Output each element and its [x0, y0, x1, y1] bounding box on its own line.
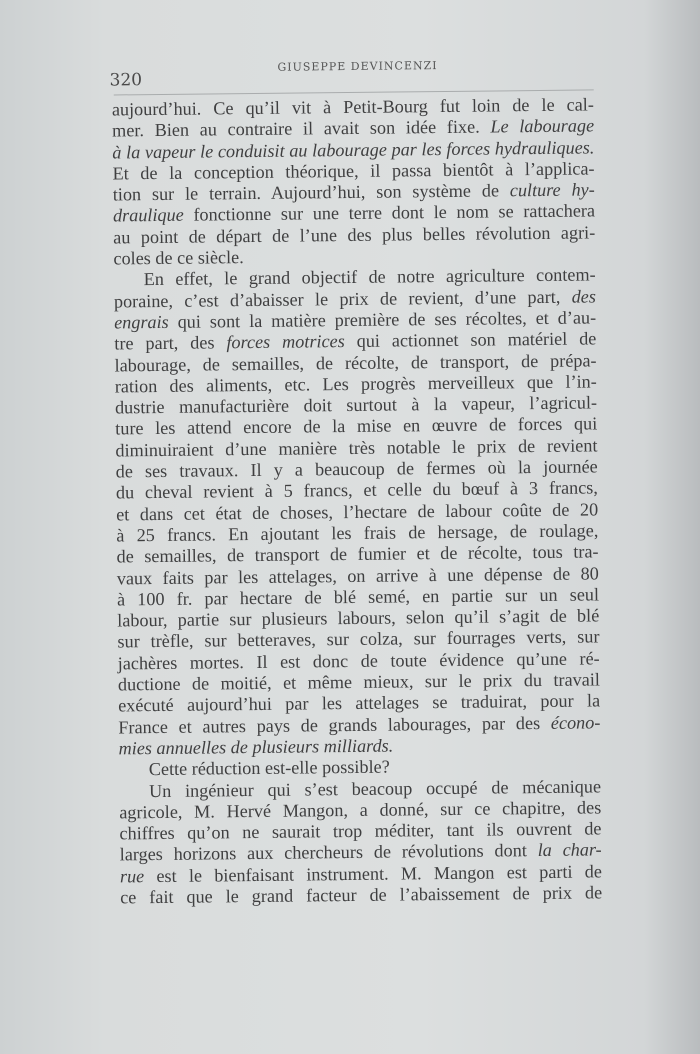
text-segment: de ses travaux. Il y a beaucoup de fermes où la journée	[115, 456, 598, 482]
text-segment: du cheval revient à 5 francs, et celle du bœuf à 3 francs,	[115, 477, 598, 503]
text-segment: de semailles, de transport de fumier et de récolte, tous tra-	[116, 541, 599, 567]
text-segment: Et de la conception théorique, il passa bientôt à l’applica-	[112, 158, 595, 184]
text-segment: sur trèfle, sur betteraves, sur colza, sur fourrages verts, sur	[117, 626, 600, 652]
text-segment: diminuiraient d’une manière très notable le prix de revient	[115, 435, 598, 461]
italic-text: culture hy-	[509, 179, 595, 201]
text-segment: En effet, le grand objectif de notre agriculture contem-	[143, 264, 596, 290]
italic-text: draulique	[112, 205, 184, 226]
text-segment: qui sont la matière première de ses récoltes, et d’au-	[168, 307, 597, 332]
text-segment: ductione de moitié, et même mieux, sur le prix du travail	[117, 669, 600, 695]
text-segment: fonctionne sur une terre dont le nom se rattachera	[183, 200, 596, 226]
text-segment: ration des aliments, etc. Les progrès merveilleux que l’in-	[114, 371, 597, 397]
italic-text: à la vapeur le conduisit au labourage par les forces hydrauliques.	[112, 137, 595, 163]
text-segment: à 100 fr. par hectare de blé semé, en partie sur un seul	[116, 584, 600, 610]
text-segment: dustrie manufacturière doit surtout à la vapeur, l’agricul-	[114, 392, 598, 418]
text-segment: Cette réduction est-elle possible?	[148, 756, 390, 780]
text-segment: et dans cet état de choses, l’hectare de labour coûte de 20	[116, 499, 599, 525]
italic-text: mies annuelles de plusieurs milliards.	[118, 735, 394, 759]
running-title: GIUSEPPE DEVINCENZI	[277, 59, 438, 74]
text-segment: labour, partie sur plusieurs labours, selon qu’il s’agit de blé	[117, 605, 600, 631]
text-line	[120, 882, 602, 908]
text-segment: agricole, M. Hervé Mangon, a donné, sur ce chapitre, des	[119, 797, 602, 823]
text-segment: ture les attend encore de la mise en œuvre de forces qui	[115, 413, 598, 439]
text-segment: est le bienfaisant instrument. M. Mangon est parti de	[144, 861, 603, 886]
text-segment: labourage, de semailles, de récolte, de transport, de prépa-	[114, 349, 597, 376]
page-number: 320	[109, 70, 143, 91]
text-segment: au point de départ de l’une des plus belles révolution agri-	[113, 222, 596, 248]
text-segment: coles de ce siècle.	[113, 247, 244, 269]
text-segment: France et autres pays de grands labourages, par des	[118, 712, 551, 738]
text-segment: Un ingénieur qui s’est beacoup occupé de mécanique	[148, 775, 602, 801]
text-segment: mer. Bien au contraire il avait son idée fixe.	[112, 116, 491, 141]
text-segment: tion sur le terrain. Aujourd’hui, son système de	[112, 180, 510, 205]
body-text	[112, 94, 602, 908]
text-segment: chiffres qu’on ne saurait trop méditer, tant ils ouvrent de	[119, 818, 602, 844]
text-segment: à 25 francs. En ajoutant les frais de hersage, de roulage,	[116, 520, 599, 546]
italic-text: écono-	[550, 712, 601, 733]
text-segment: exécuté aujourd’hui par les attelages se traduirat, pour la	[118, 690, 601, 716]
text-segment: tre part, des	[114, 332, 227, 354]
text-segment: poraine, c’est d’abaisser le prix de revient, d’une part,	[113, 286, 572, 312]
text-segment: larges horizons aux chercheurs de révolutions dont	[119, 840, 538, 865]
italic-text: engrais	[114, 311, 169, 333]
italic-text: rue	[119, 865, 145, 887]
italic-text: des	[571, 286, 596, 307]
text-segment: qui actionnet son matériel de	[344, 328, 597, 352]
text-segment: ce fait que le grand facteur de l’abaissement de prix de	[120, 882, 603, 908]
italic-text: forces motrices	[226, 331, 345, 353]
italic-text: la char-	[537, 839, 602, 861]
italic-text: Le labourage	[490, 115, 595, 137]
text-segment: vaux faits par les attelages, on arrive à une dépense de 80	[116, 562, 599, 588]
text-segment: jachères mortes. Il est donc de toute évidence qu’une ré-	[117, 648, 600, 674]
text-segment: aujourd’hui. Ce qu’il vit à Petit-Bourg fut loin de le cal-	[111, 94, 594, 120]
